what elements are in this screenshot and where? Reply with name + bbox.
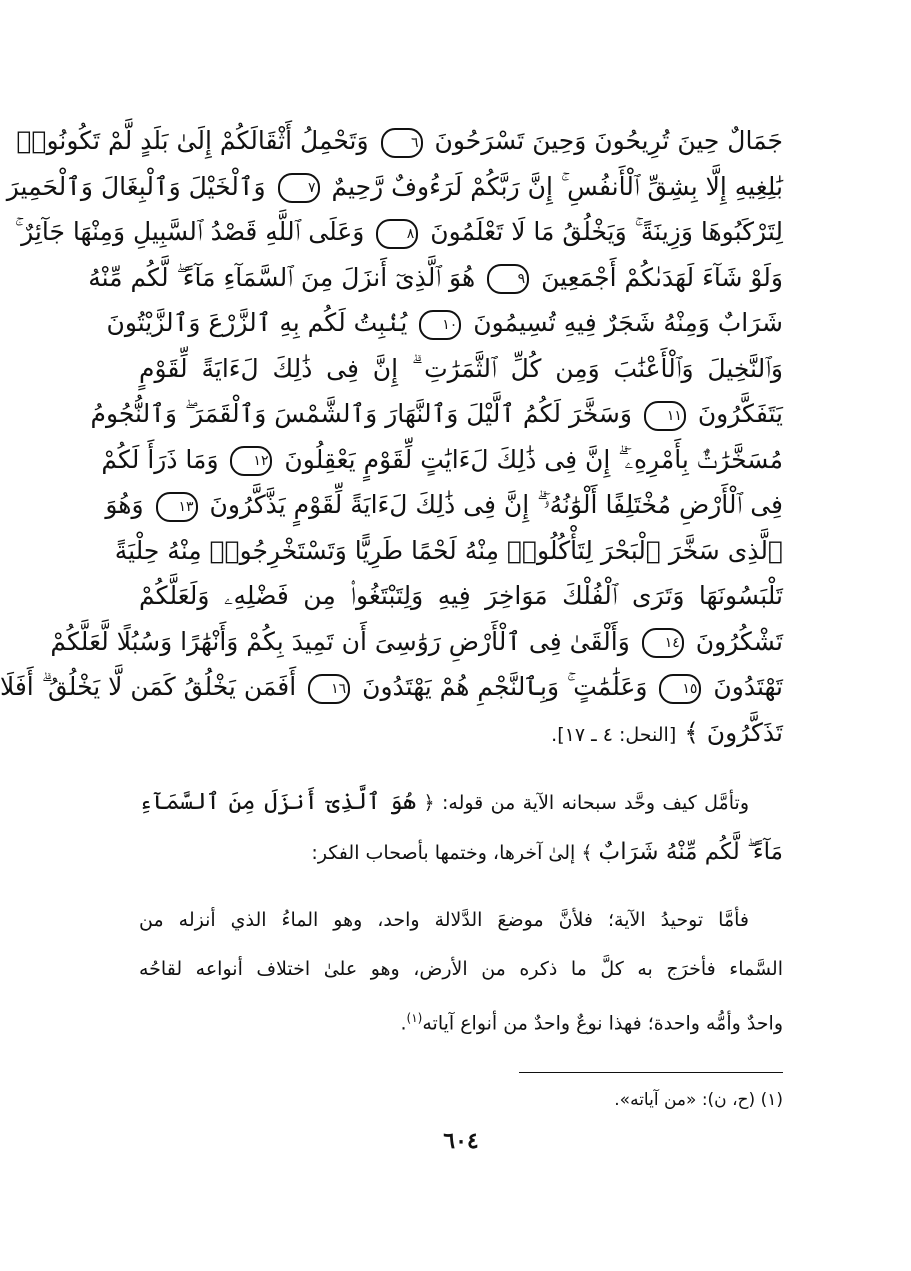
ayah-number-marker: ١٥ xyxy=(659,674,701,704)
quran-line: فِى ٱلْأَرْضِ مُخْتَلِفًا أَلْوَٰنُهُۥٓ ۗ إِنَّ فِى ذَٰلِكَ لَءَايَةً لِّقَوْمٍ يَذَّكَّرُونَ ١٣ وَهُوَ xyxy=(139,482,783,528)
footnote-number: (١) xyxy=(760,1090,783,1110)
quran-line: مُسَخَّرَٰتٌۢ بِأَمْرِهِۦٓ ۗ إِنَّ فِى ذَٰلِكَ لَءَايَٰتٍ لِّقَوْمٍ يَعْقِلُونَ ١٢ وَمَا ذَرَأَ لَكُمْ xyxy=(139,437,783,483)
ayah-number-marker: ٦ xyxy=(381,128,423,158)
commentary-paragraph xyxy=(139,778,783,878)
ayah-number-marker: ١٢ xyxy=(230,446,272,476)
ayah-number-marker: ١١ xyxy=(644,401,686,431)
paragraph-line: السَّماء فأخرَج به كلَّ ما ذكره من الأرض، وهو علىٰ اختلاف أنواعه لقاحُه xyxy=(139,958,783,980)
footnote-divider xyxy=(519,1072,783,1073)
ayah-number-marker: ١٠ xyxy=(419,310,461,340)
paragraph-line: فأمَّا توحيدُ الآية؛ فلأنَّ موضعَ الدَّلالة واحد، وهو الماءُ الذي أنزله من xyxy=(139,909,749,931)
inline-quran-quote: مَآءً ۖ لَّكُم مِّنْهُ شَرَابٌ xyxy=(598,839,783,865)
ayah-number-marker: ٧ xyxy=(278,173,320,203)
footnote-reference[interactable]: (١) xyxy=(406,1011,423,1025)
quran-line: جَمَالٌ حِينَ تُرِيحُونَ وَحِينَ تَسْرَحُونَ ٦ وَتَحْمِلُ أَثْقَالَكُمْ إِلَىٰ بَلَدٍ لَّمْ تَكُونُوا۟ xyxy=(139,118,783,164)
quran-line: وَٱلنَّخِيلَ وَٱلْأَعْنَٰبَ وَمِن كُلِّ ٱلثَّمَرَٰتِ ۗ إِنَّ فِى ذَٰلِكَ لَءَايَةً لِّقَوْمٍ xyxy=(139,353,783,383)
quran-line: ٱلَّذِى سَخَّرَ ٱلْبَحْرَ لِتَأْكُلُوا۟ مِنْهُ لَحْمًا طَرِيًّا وَتَسْتَخْرِجُوا۟ مِنْهُ حِلْيَةً xyxy=(114,535,783,565)
inline-quran-quote: هُوَ ٱلَّذِىٓ أَنزَلَ مِنَ ٱلسَّمَآءِ xyxy=(139,789,417,815)
quran-line: يَتَفَكَّرُونَ ١١ وَسَخَّرَ لَكُمُ ٱلَّيْلَ وَٱلنَّهَارَ وَٱلشَّمْسَ وَٱلْقَمَرَ ۖ وَٱلنُّجُومُ xyxy=(139,391,783,437)
quran-line: وَلَوْ شَآءَ لَهَدَىٰكُمْ أَجْمَعِينَ ٩ هُوَ ٱلَّذِىٓ أَنزَلَ مِنَ ٱلسَّمَآءِ مَآءً ۖ لَّكُم مِّنْهُ xyxy=(139,255,783,301)
ayah-number-marker: ١٦ xyxy=(308,674,350,704)
quran-line: لِتَرْكَبُوهَا وَزِينَةً ۚ وَيَخْلُقُ مَا لَا تَعْلَمُونَ ٨ وَعَلَى ٱللَّهِ قَصْدُ ٱلسَّبِيلِ وَمِنْهَا جَآئِرٌ ۚ xyxy=(139,209,783,255)
ayah-number-marker: ١٤ xyxy=(642,628,684,658)
paragraph-line: مَآءً ۖ لَّكُم مِّنْهُ شَرَابٌ ﴾ إلىٰ آخرها، وختمها بأصحاب الفكر: xyxy=(311,839,783,865)
paragraph-line: وتأمَّل كيف وحَّد سبحانه الآية من قوله: ﴿ هُوَ ٱلَّذِىٓ أَنزَلَ مِنَ ٱلسَّمَآءِ xyxy=(139,789,749,815)
footnote xyxy=(614,1090,783,1110)
quran-line: تَلْبَسُونَهَا وَتَرَى ٱلْفُلْكَ مَوَاخِرَ فِيهِ وَلِتَبْتَغُوا۟ مِن فَضْلِهِۦ وَلَعَلَّكُمْ xyxy=(139,581,783,610)
surah-citation: [النحل: ٤ ـ ١٧]. xyxy=(551,723,677,746)
ayah-number-marker: ٨ xyxy=(376,219,418,249)
quran-line: تَذَكَّرُونَ ﴾ [النحل: ٤ ـ ١٧]. xyxy=(551,717,783,747)
ayah-number-marker: ٩ xyxy=(487,264,529,294)
quran-passage xyxy=(0,118,783,755)
quran-line: تَهْتَدُونَ ١٥ وَعَلَٰمَٰتٍ ۚ وَبِٱلنَّجْمِ هُمْ يَهْتَدُونَ ١٦ أَفَمَن يَخْلُقُ كَمَن لَّا يَخْلُقُ ۗ أَفَلَا xyxy=(139,664,783,710)
footnote-text: (ح، ن): «من آياته». xyxy=(614,1090,756,1110)
quran-line: تَشْكُرُونَ ١٤ وَأَلْقَىٰ فِى ٱلْأَرْضِ رَوَٰسِىَ أَن تَمِيدَ بِكُمْ وَأَنْهَٰرًا وَسُبُلًا لَّعَلَّكُمْ xyxy=(139,619,783,665)
ayah-number-marker: ١٣ xyxy=(156,492,198,522)
commentary-paragraph xyxy=(139,896,783,1048)
page-number: ٦٠٤ xyxy=(443,1128,479,1154)
paragraph-line: واحدٌ وأمُّه واحدة؛ فهذا نوعٌ واحدٌ من أنواع آياته$^{(١)}$. xyxy=(400,1011,783,1035)
quran-line: شَرَابٌ وَمِنْهُ شَجَرٌ فِيهِ تُسِيمُونَ ١٠ يُنۢبِتُ لَكُم بِهِ ٱلزَّرْعَ وَٱلزَّيْتُونَ xyxy=(139,300,783,346)
quran-line: بَٰلِغِيهِ إِلَّا بِشِقِّ ٱلْأَنفُسِ ۚ إِنَّ رَبَّكُمْ لَرَءُوفٌ رَّحِيمٌ ٧ وَٱلْخَيْلَ وَٱلْبِغَالَ وَٱلْحَمِيرَ xyxy=(139,164,783,210)
